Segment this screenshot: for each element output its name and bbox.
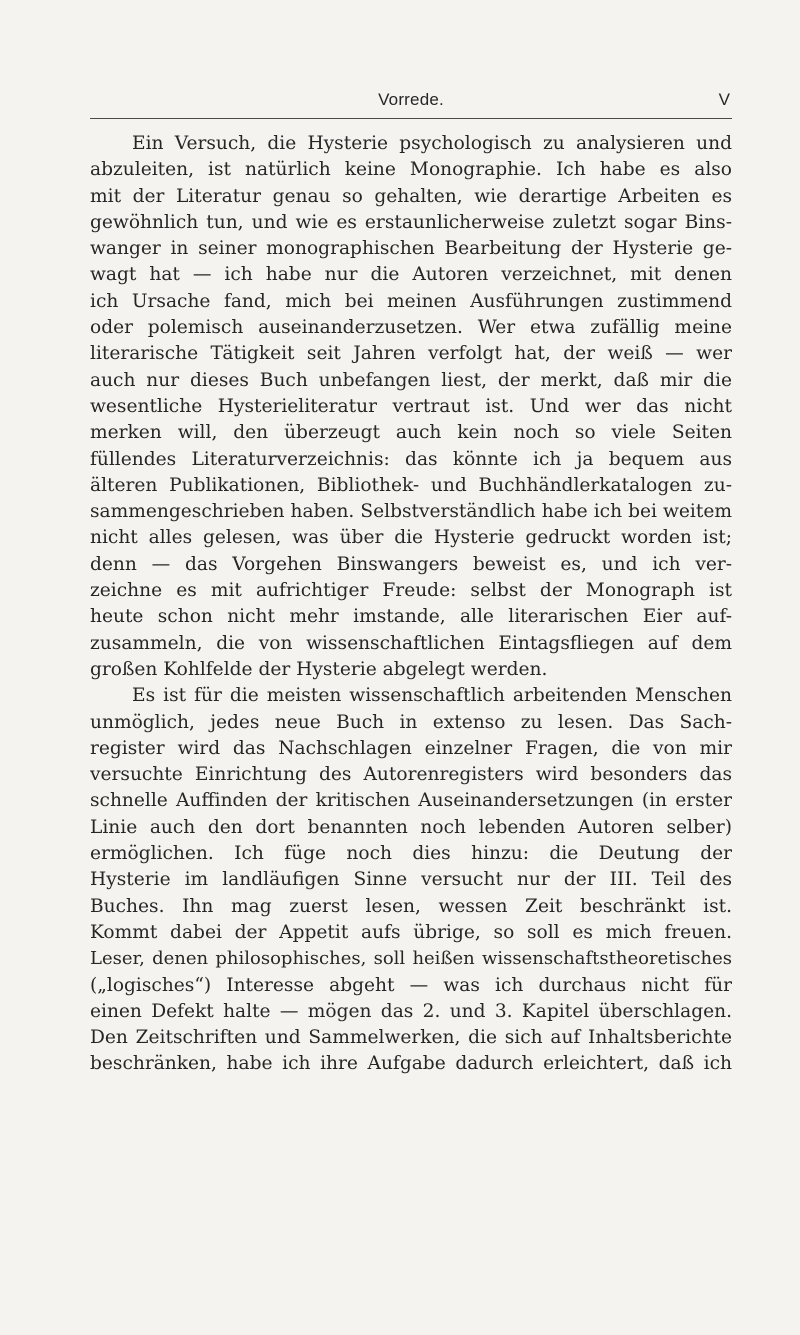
text-line: Linie auch den dort benannten noch lebenden Autoren selber) bbox=[90, 816, 732, 838]
text-line: gewöhnlich tun, und wie es erstaunlicherweise zuletzt sogar Bins- bbox=[90, 211, 732, 233]
body-text bbox=[90, 131, 732, 1078]
text-line: Ein Versuch, die Hysterie psychologisch zu analysieren und bbox=[132, 133, 732, 154]
text-line: großen Kohlfelde der Hysterie abgelegt werden. bbox=[90, 658, 548, 680]
text-line: beschränken, habe ich ihre Aufgabe dadurch erleichtert, daß ich bbox=[90, 1053, 732, 1075]
text-line: ich Ursache fand, mich bei meinen Ausführungen zustimmend bbox=[90, 290, 732, 312]
text-line: einen Defekt halte — mögen das 2. und 3. Kapitel überschlagen. bbox=[90, 1000, 732, 1022]
text-line: Leser, denen philosophisches, soll heißen wissenschaftstheoretisches bbox=[90, 948, 732, 970]
text-line: sammengeschrieben haben. Selbstverständlich habe ich bei weitem bbox=[90, 501, 732, 523]
text-line: („logisches“) Interesse abgeht — was ich durchaus nicht für bbox=[90, 974, 732, 996]
text-line: versuchte Einrichtung des Autorenregisters wird besonders das bbox=[90, 764, 732, 786]
text-line: wagt hat — ich habe nur die Autoren verzeichnet, mit denen bbox=[90, 264, 732, 286]
text-line: wanger in seiner monographischen Bearbeitung der Hysterie ge- bbox=[90, 238, 732, 260]
header-rule bbox=[90, 118, 732, 119]
text-line: ermöglichen. Ich füge noch dies hinzu: die Deutung der bbox=[90, 843, 732, 865]
text-line: abzuleiten, ist natürlich keine Monographie. Ich habe es also bbox=[90, 159, 732, 181]
text-line: nicht alles gelesen, was über die Hysterie gedruckt worden ist; bbox=[90, 527, 732, 549]
text-line: heute schon nicht mehr imstande, alle literarischen Eier auf- bbox=[90, 606, 732, 628]
text-line: merken will, den überzeugt auch kein noch so viele Seiten bbox=[90, 422, 732, 444]
running-head-title: Vorrede. bbox=[378, 90, 444, 109]
text-line: Hysterie im landläufigen Sinne versucht nur der III. Teil des bbox=[90, 869, 732, 891]
text-line: register wird das Nachschlagen einzelner Fragen, die von mir bbox=[90, 737, 732, 759]
text-line: Es ist für die meisten wissenschaftlich arbeitenden Menschen bbox=[132, 685, 732, 707]
running-head bbox=[90, 90, 732, 116]
text-line: auch nur dieses Buch unbefangen liest, der merkt, daß mir die bbox=[90, 369, 732, 391]
text-line: Buches. Ihn mag zuerst lesen, wessen Zeit beschränkt ist. bbox=[90, 895, 732, 917]
text-line: denn — das Vorgehen Binswangers beweist es, und ich ver- bbox=[90, 553, 732, 575]
text-line: Den Zeitschriften und Sammelwerken, die sich auf Inhaltsberichte bbox=[90, 1027, 732, 1049]
text-line: oder polemisch auseinanderzusetzen. Wer etwa zufällig meine bbox=[90, 317, 732, 339]
text-line: literarische Tätigkeit seit Jahren verfolgt hat, der weiß — wer bbox=[90, 343, 732, 365]
text-line: füllendes Literaturverzeichnis: das könnte ich ja bequem aus bbox=[90, 448, 732, 470]
text-line: Kommt dabei der Appetit aufs übrige, so soll es mich freuen. bbox=[90, 921, 732, 943]
page-number: V bbox=[718, 90, 730, 109]
text-line: unmöglich, jedes neue Buch in extenso zu lesen. Das Sach- bbox=[90, 711, 732, 733]
text-line: zeichne es mit aufrichtiger Freude: selbst der Monograph ist bbox=[90, 580, 732, 602]
text-line: schnelle Auffinden der kritischen Auseinandersetzungen (in erster bbox=[90, 790, 732, 812]
text-line: mit der Literatur genau so gehalten, wie derartige Arbeiten es bbox=[90, 185, 732, 207]
text-line: wesentliche Hysterieliteratur vertraut ist. Und wer das nicht bbox=[90, 395, 732, 417]
text-line: älteren Publikationen, Bibliothek- und Buchhändlerkatalogen zu- bbox=[90, 474, 732, 496]
text-line: zusammeln, die von wissenschaftlichen Eintagsfliegen auf dem bbox=[90, 632, 732, 654]
